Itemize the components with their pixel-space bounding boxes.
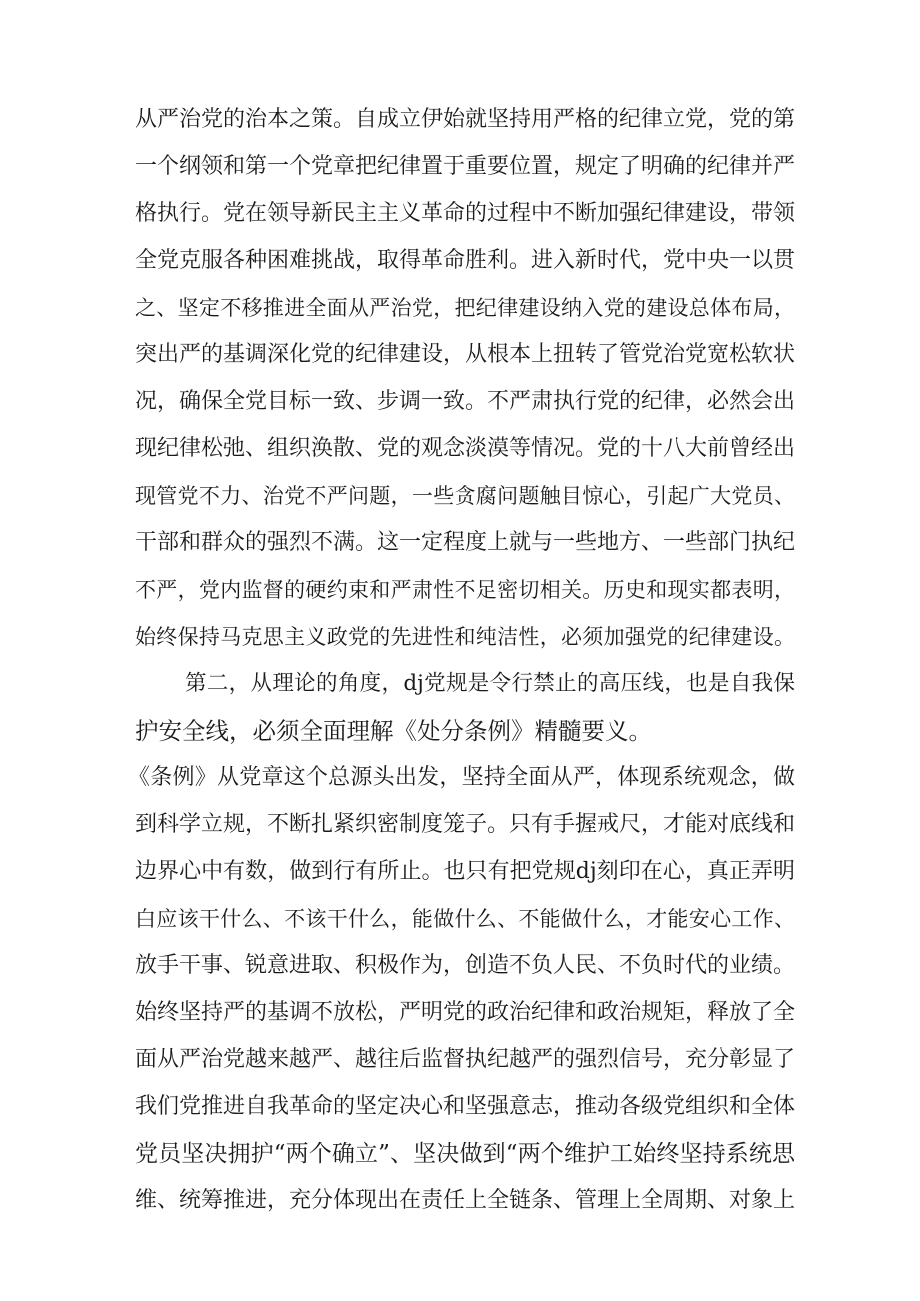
text-line: 现管党不力、治党不严问题，一些贪腐问题触目惊心，引起广大党员、 (135, 484, 795, 508)
text-line: 放手干事、锐意进取、积极作为，创造不负人民、不负时代的业绩。 (135, 953, 796, 978)
text-line: 白应该干什么、不该干什么，能做什么、不能做什么，才能安心工作、 (135, 907, 795, 931)
text-line: 格执行。党在领导新民主主义革命的过程中不断加强纪律建设，带领 (135, 201, 796, 226)
text-line: 到科学立规，不断扎紧织密制度笼子。只有手握戒尺，才能对底线和 (135, 812, 796, 837)
text-line: 边界心中有数，做到行有所止。也只有把党规dj刻印在心，真正弄明 (135, 859, 795, 884)
text-line: 况，确保全党目标一致、步调一致。不严肃执行党的纪律，必然会出 (135, 389, 796, 414)
text-line: 从严治党的治本之策。自成立伊始就坚持用严格的纪律立党，党的第 (135, 107, 796, 132)
text-line: 我们党推进自我革命的坚定决心和坚强意志，推动各级党组织和全体 (135, 1094, 796, 1119)
text-line: 始终保持马克思主义政党的先进性和纯洁性，必须加强党的纪律建设。 (135, 625, 795, 649)
text-line: 维、统筹推进，充分体现出在责任上全链条、管理上全周期、对象上 (135, 1188, 796, 1213)
text-line: 之、坚定不移推进全面从严治党，把纪律建设纳入党的建设总体布局， (135, 296, 795, 320)
section-heading-line: 第二，从理论的角度，dj党规是令行禁止的高压线，也是自我保 (185, 671, 795, 696)
text-line: 面从严治党越来越严、越往后监督执纪越严的强烈信号，充分彰显了 (135, 1047, 796, 1072)
text-line: 党员坚决拥护“两个确立”、坚决做到“两个维护工始终坚持系统思 (135, 1141, 795, 1167)
text-line: 不严，党内监督的硬约束和严肃性不足密切相关。历史和现实都表明， (135, 578, 795, 602)
text-line: 一个纲领和第一个党章把纪律置于重要位置，规定了明确的纪律并严 (135, 154, 796, 179)
text-line: 现纪律松弛、组织涣散、党的观念淡漠等情况。党的十八大前曾经出 (135, 436, 796, 461)
section-heading-line: 护安全线，必须全面理解《处分条例》精髓要义。 (135, 717, 652, 745)
text-line: 干部和群众的强烈不满。这一定程度上就与一些地方、一些部门执纪 (135, 530, 796, 555)
text-line: 突出严的基调深化党的纪律建设，从根本上扭转了管党治党宽松软状 (135, 342, 796, 367)
text-line: 《条例》从党章这个总源头出发，坚持全面从严，体现系统观念，做 (128, 765, 795, 790)
text-line: 全党克服各种困难挑战，取得革命胜利。进入新时代，党中央一以贯 (135, 248, 796, 273)
text-line: 始终坚持严的基调不放松，严明党的政治纪律和政治规矩，释放了全 (135, 1000, 796, 1025)
